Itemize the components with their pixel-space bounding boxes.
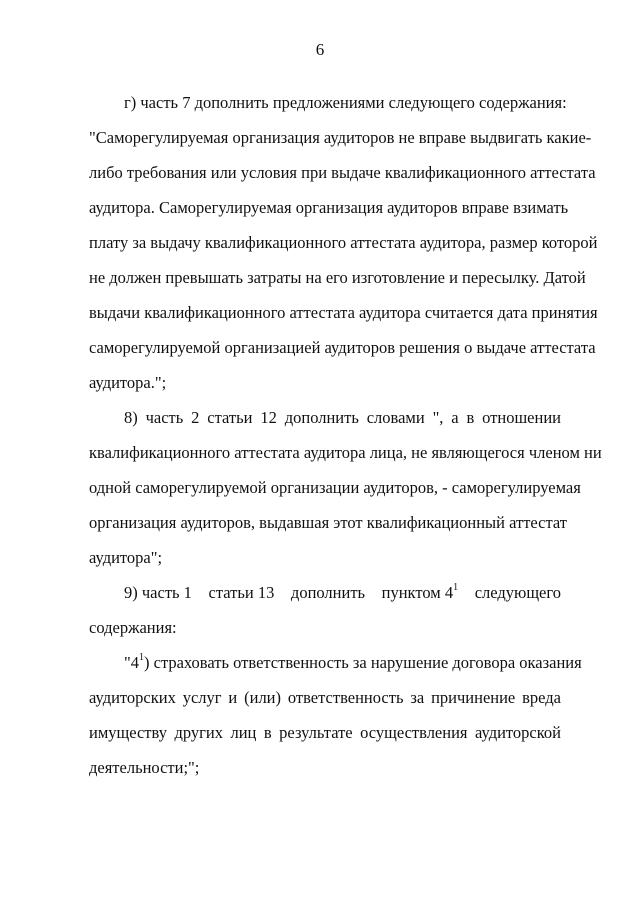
page-number: 6 [315,40,325,59]
item9-part: следующего [474,583,561,602]
item4-1-rest: ) страховать ответственность за нарушение договора оказания [144,653,582,672]
text-line: квалификационного аттестата аудитора лица, не являющегося членом ни [89,443,602,462]
superscript: 1 [139,651,144,663]
item4-1-line [124,651,582,673]
item9-part [382,583,458,603]
text-line: г) часть 7 дополнить предложениями следующего содержания: [124,93,567,112]
item4-1-prefix: "4 [124,653,139,672]
text-line: организация аудиторов, выдавшая этот квалификационный аттестат [89,513,567,532]
item9-line [124,583,561,603]
text-line: "Саморегулируемая организация аудиторов не вправе выдвигать какие- [89,128,592,147]
text-line: одной саморегулируемой организации аудиторов, - саморегулируемая [89,478,581,497]
item9-part: 9) часть 1 [124,583,192,602]
text-line: имуществу других лиц в результате осуществления аудиторской [89,723,561,742]
text-line: не должен превышать затраты на его изготовление и пересылку. Датой [89,268,586,287]
text-line: 8) часть 2 статьи 12 дополнить словами ", а в отношении [124,408,561,427]
text-line: содержания: [89,618,177,637]
item9-part: дополнить [290,583,366,602]
item9-part: статьи 13 [208,583,275,602]
item9-point-label: пунктом 4 [381,583,454,602]
superscript: 1 [453,581,459,593]
text-line: аудитора. Саморегулируемая организация аудиторов вправе взимать [89,198,569,217]
text-line: саморегулируемой организацией аудиторов решения о выдаче аттестата [89,338,596,357]
text-line: аудитора"; [89,548,163,567]
text-line: плату за выдачу квалификационного аттестата аудитора, размер которой [89,233,598,252]
text-line: аудитора."; [89,373,167,392]
text-line: либо требования или условия при выдаче квалификационного аттестата [89,163,596,182]
text-line: деятельности;"; [89,758,200,777]
text-line: выдачи квалификационного аттестата аудитора считается дата принятия [89,303,598,322]
text-line: аудиторских услуг и (или) ответственность за причинение вреда [89,688,561,707]
